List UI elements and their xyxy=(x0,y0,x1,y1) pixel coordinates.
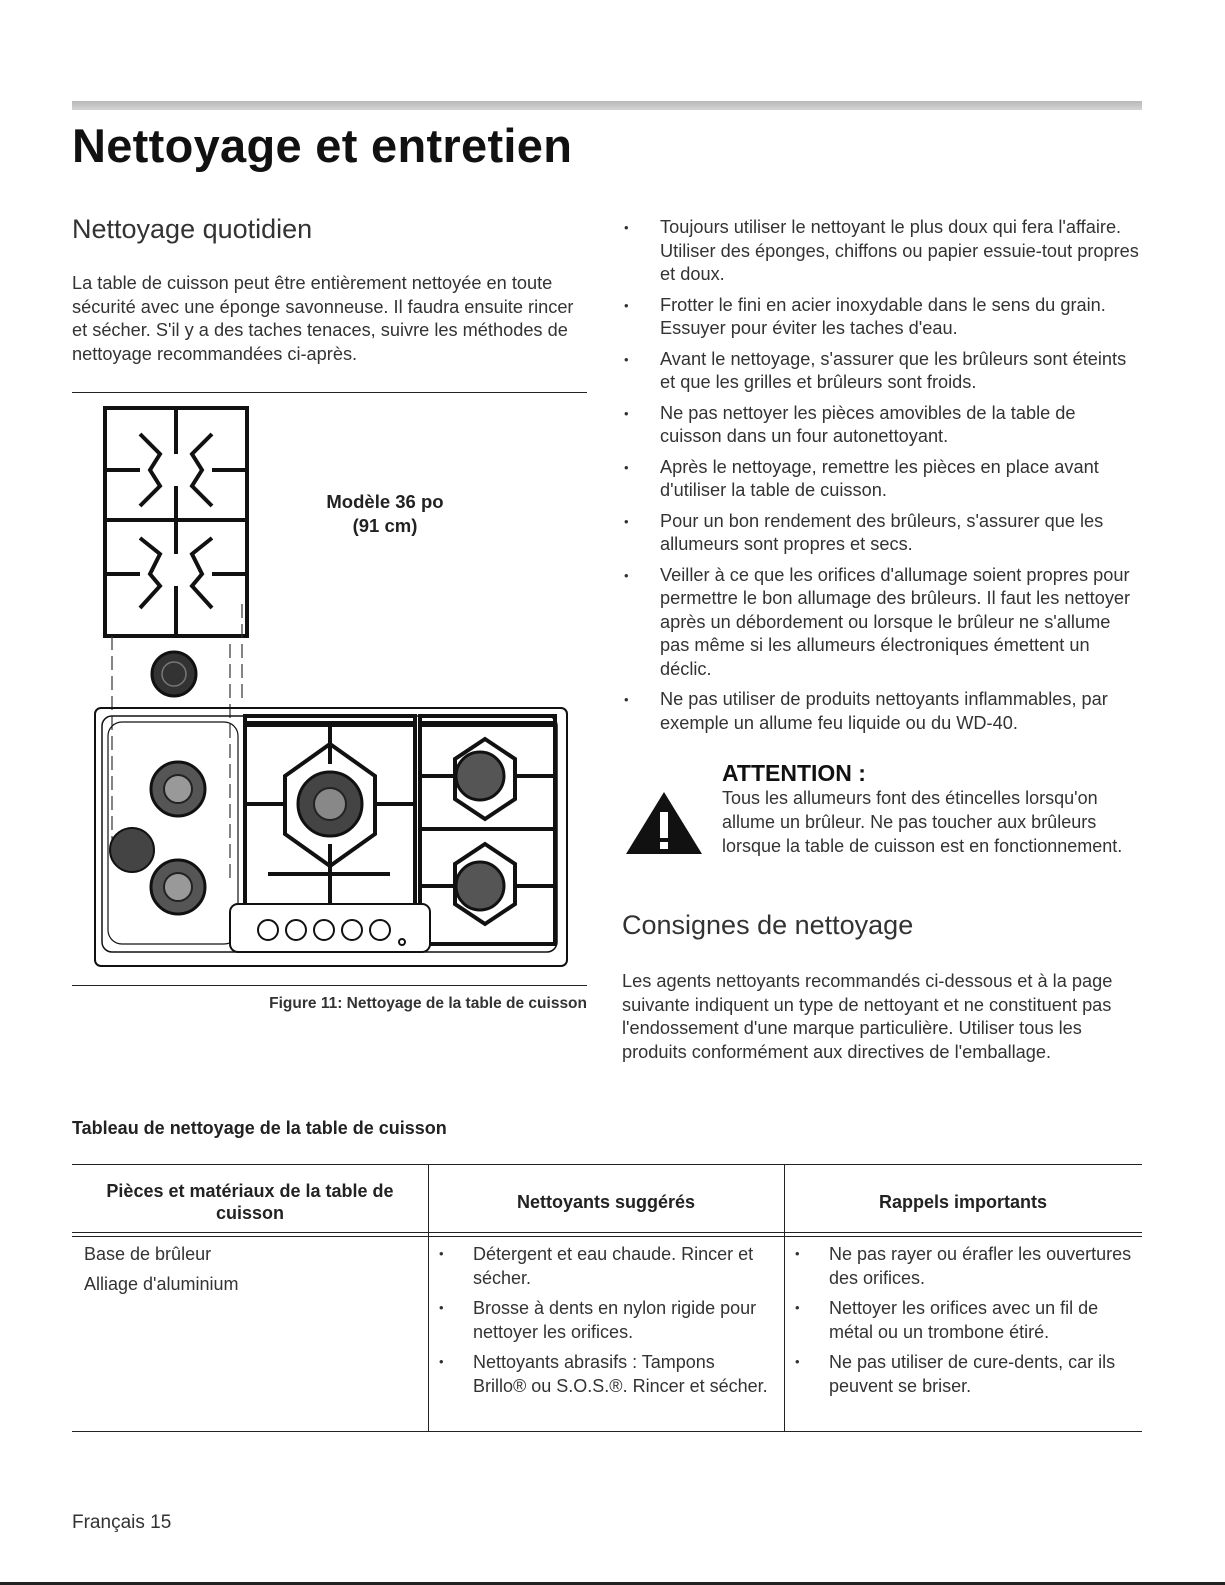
attention-text: Tous les allumeurs font des étincelles lorsqu'on allume un brûleur. Ne pas toucher aux brûleurs lorsque la table de cuisson est en fonctionnement. xyxy=(722,788,1123,856)
table-title: Tableau de nettoyage de la table de cuisson xyxy=(72,1118,447,1138)
tip-item: • Ne pas nettoyer les pièces amovibles de la table de cuisson dans un four autonettoyant. xyxy=(622,402,1142,449)
page-title: Nettoyage et entretien xyxy=(72,119,573,172)
model-label-line2: (91 cm) xyxy=(352,515,418,536)
table-cell-parts xyxy=(84,1242,414,1302)
figure-bottom-rule xyxy=(72,985,587,986)
cleaning-table xyxy=(72,1164,1142,1432)
removed-grate xyxy=(105,408,247,636)
daily-cleaning-heading: Nettoyage quotidien xyxy=(72,214,313,244)
model-label-line1: Modèle 36 po xyxy=(326,491,444,512)
model-label xyxy=(290,490,480,538)
cleaner-item: • Brosse à dents en nylon rigide pour nettoyer les orifices. xyxy=(428,1296,773,1344)
tip-item: • Frotter le fini en acier inoxydable dans le sens du grain. Essuyer pour éviter les taches d'eau. xyxy=(622,294,1142,341)
instructions-heading: Consignes de nettoyage xyxy=(622,910,914,940)
tip-item: • Toujours utiliser le nettoyant le plus doux qui fera l'affaire. Utiliser des éponges, chiffons ou papier essuie-tout propres et doux. xyxy=(622,216,1142,287)
table-cell-reminders xyxy=(784,1242,1134,1404)
table-header-rule xyxy=(72,1232,1142,1233)
tip-item: • Avant le nettoyage, s'assurer que les brûleurs sont éteints et que les grilles et brûleurs sont froids. xyxy=(622,348,1142,395)
header-rule xyxy=(72,101,1142,110)
table-header-cleaners: Nettoyants suggérés xyxy=(516,1192,696,1212)
attention-title: ATTENTION : xyxy=(722,760,866,786)
table-top-rule xyxy=(72,1164,1142,1165)
cleaner-item: • Détergent et eau chaude. Rincer et sécher. xyxy=(428,1242,773,1290)
cooktop-figure xyxy=(90,404,578,974)
figure-top-rule xyxy=(72,392,587,393)
figure-caption: Figure 11: Nettoyage de la table de cuisson xyxy=(269,995,587,1012)
reminder-item: • Nettoyer les orifices avec un fil de métal ou un trombone étiré. xyxy=(784,1296,1134,1344)
warning-triangle-icon xyxy=(624,790,704,856)
table-header-parts: Pièces et matériaux de la table de cuisson xyxy=(106,1181,394,1223)
table-header-rule-2 xyxy=(72,1236,1142,1237)
table-cell-cleaners xyxy=(428,1242,773,1404)
tip-item: • Après le nettoyage, remettre les pièces en place avant d'utiliser la table de cuisson. xyxy=(622,456,1142,503)
instructions-text: Les agents nettoyants recommandés ci-dessous et à la page suivante indiquent un type de nettoyant et ne constituent pas l'endossement d'une marque particulière. Utiliser tous les produits conformément aux directives de l'emballage. xyxy=(622,971,1113,1062)
tip-item: • Veiller à ce que les orifices d'allumage soient propres pour permettre le bon allumage des brûleurs. Il faut les nettoyer après un débordement ou lorsque le brûleur ne s'allume pas même si les allumeurs électroniques émettent un déclic. xyxy=(622,564,1142,682)
reminder-item: • Ne pas rayer ou érafler les ouvertures des orifices. xyxy=(784,1242,1134,1290)
cleaner-item: • Nettoyants abrasifs : Tampons Brillo® ou S.O.S.®. Rincer et sécher. xyxy=(428,1350,773,1398)
table-header-reminders: Rappels importants xyxy=(878,1192,1048,1212)
tip-item: • Pour un bon rendement des brûleurs, s'assurer que les allumeurs sont propres et secs. xyxy=(622,510,1142,557)
part-name: Base de brûleur xyxy=(84,1244,212,1264)
daily-cleaning-text: La table de cuisson peut être entièrement nettoyée en toute sécurité avec une éponge savonneuse. Il faudra ensuite rincer et sécher. S'il y a des taches tenaces, suivre les méthodes de nettoyage recommandées ci-après. xyxy=(72,273,574,364)
cleaning-tips-list xyxy=(622,216,1142,742)
left-burners xyxy=(110,762,205,914)
attention-box xyxy=(622,760,1142,900)
part-material: Alliage d'aluminium xyxy=(84,1274,239,1294)
control-knobs xyxy=(230,904,430,952)
page-footer: Français 15 xyxy=(72,1512,172,1533)
reminder-item: • Ne pas utiliser de cure-dents, car ils peuvent se briser. xyxy=(784,1350,1134,1398)
tip-item: • Ne pas utiliser de produits nettoyants inflammables, par exemple un allume feu liquide ou du WD-40. xyxy=(622,688,1142,735)
table-bottom-rule xyxy=(72,1431,1142,1432)
